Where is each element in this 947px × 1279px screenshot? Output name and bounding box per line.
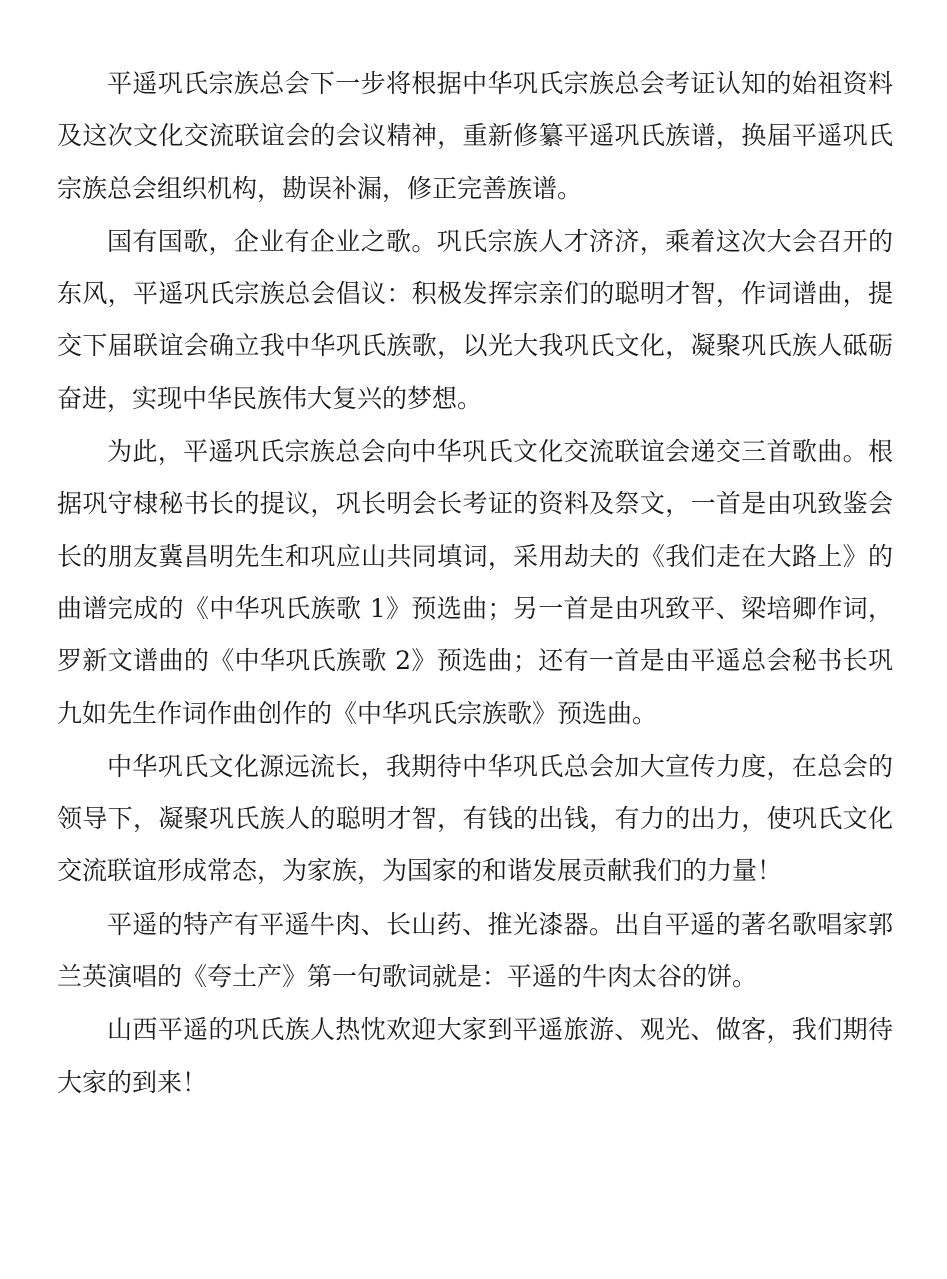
paragraph-three-songs: 为此，平遥巩氏宗族总会向中华巩氏文化交流联谊会递交三首歌曲。根据巩守棣秘书长的提议，巩长明会长考证的资料及祭文，一首是由巩致鉴会长的朋友冀昌明先生和巩应山共同填词，采用劫夫的《我们走在大路上》的曲谱完成的《中华巩氏族歌 1》预选曲；另一首是由巩致平、梁培卿作词，罗新文谱曲的《中华巩氏族歌 2》预选曲；还有一首是由平遥总会秘书长巩九如先生作词作曲创作的《中华巩氏宗族歌》预选曲。	[57, 437, 893, 728]
document-body	[57, 58, 893, 1109]
paragraph-clan-song-proposal: 国有国歌，企业有企业之歌。巩氏宗族人才济济，乘着这次大会召开的东风，平遥巩氏宗族总会倡议：积极发挥宗亲们的聪明才智，作词谱曲，提交下届联谊会确立我中华巩氏族歌，以光大我巩氏文化，凝聚巩氏族人砥砺奋进，实现中华民族伟大复兴的梦想。	[57, 226, 893, 413]
paragraph-culture-promotion: 中华巩氏文化源远流长，我期待中华巩氏总会加大宣传力度，在总会的领导下，凝聚巩氏族人的聪明才智，有钱的出钱，有力的出力，使巩氏文化交流联谊形成常态，为家族，为国家的和谐发展贡献我们的力量！	[57, 751, 893, 886]
paragraph-genealogy-revision: 平遥巩氏宗族总会下一步将根据中华巩氏宗族总会考证认知的始祖资料及这次文化交流联谊会的会议精神，重新修纂平遥巩氏族谱，换届平遥巩氏宗族总会组织机构，勘误补漏，修正完善族谱。	[57, 69, 893, 203]
paragraph-welcome: 山西平遥的巩氏族人热忱欢迎大家到平遥旅游、观光、做客，我们期待大家的到来！	[57, 1015, 893, 1097]
paragraph-local-specialties: 平遥的特产有平遥牛肉、长山药、推光漆器。出自平遥的著名歌唱家郭兰英演唱的《夸土产》第一句歌词就是：平遥的牛肉太谷的饼。	[57, 909, 893, 992]
